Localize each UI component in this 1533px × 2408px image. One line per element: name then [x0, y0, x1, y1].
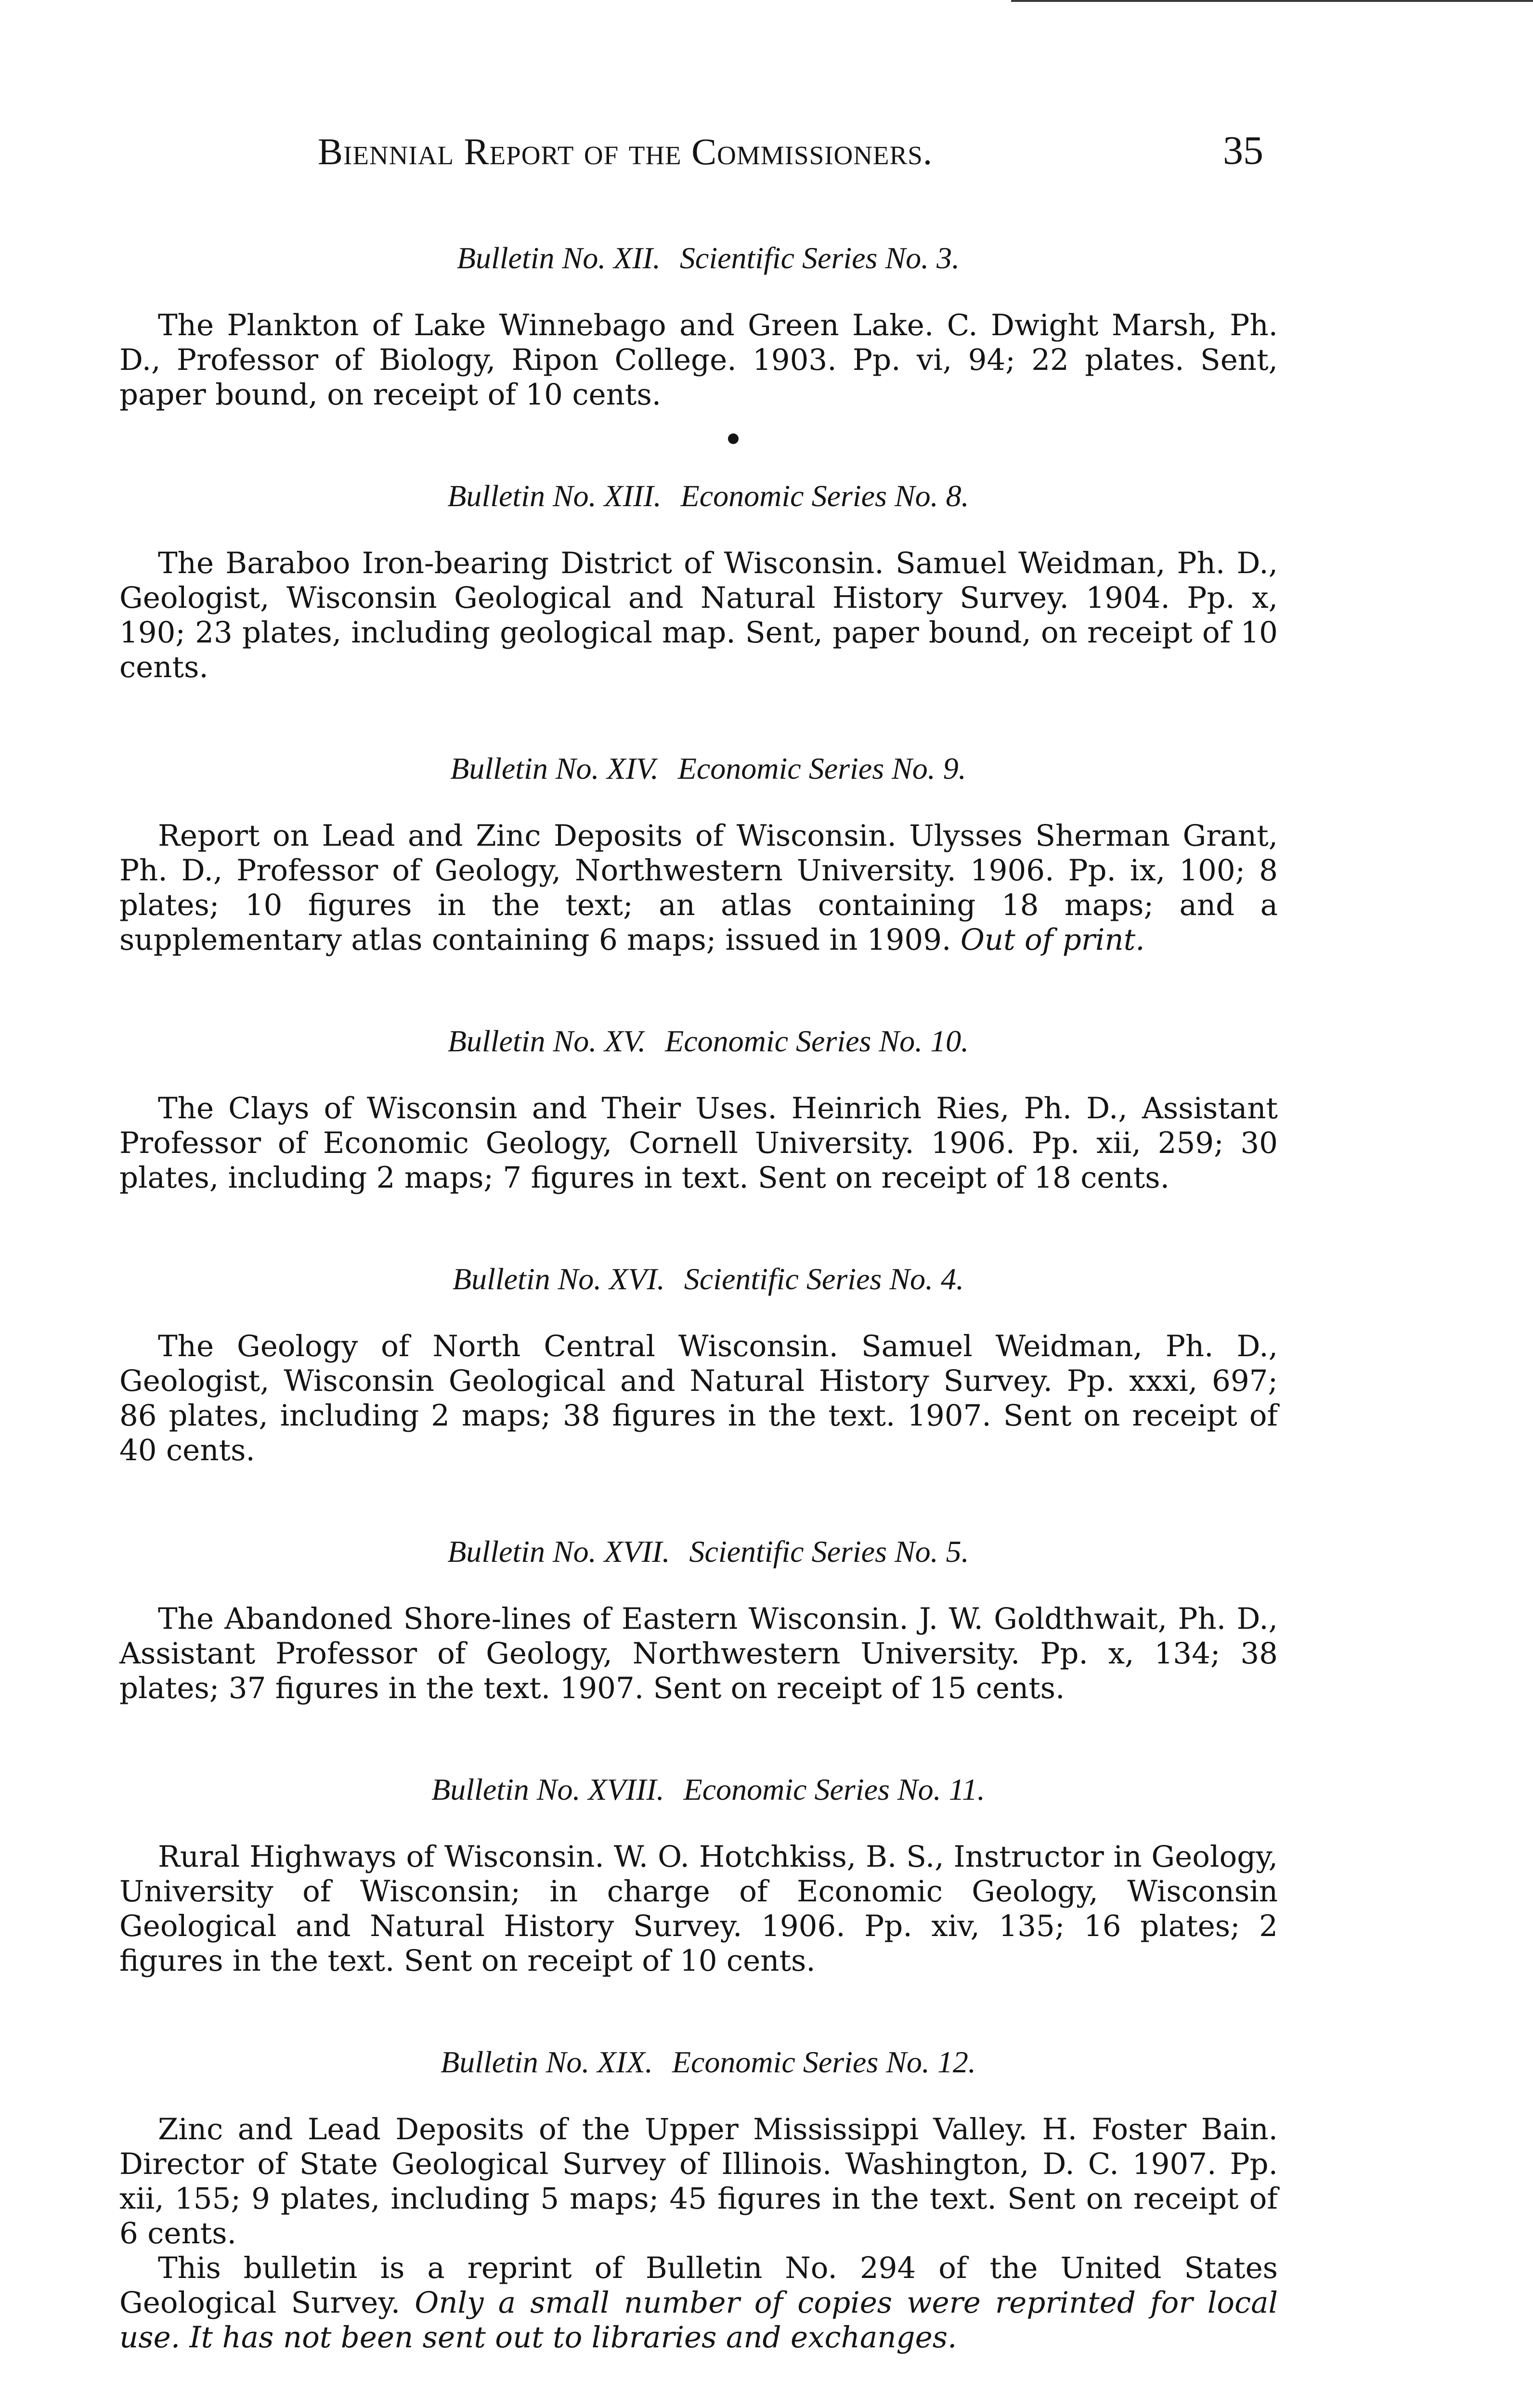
bulletin-description — [119, 2112, 1278, 2251]
bulletin-heading — [119, 751, 1278, 786]
bulletin-description — [119, 1091, 1278, 1195]
bulletin-description — [119, 1840, 1278, 1978]
bulletin-number: Bulletin No. XVI. — [452, 1262, 665, 1296]
bulletin-entry — [119, 1534, 1278, 1706]
bulletin-text: The Abandoned Shore-lines of Eastern Wisconsin. J. W. Goldthwait, Ph. D., Assistant Professor of Geology, Northwestern University. Pp. x, 134; 38 plates; 37 figures in the text. 1907. Sent on receipt of 15 cents. — [119, 1602, 1278, 1705]
bulletin-heading — [119, 1772, 1278, 1807]
bulletin-heading — [119, 479, 1278, 513]
bulletin-description — [119, 1602, 1278, 1706]
bulletin-entry — [119, 751, 1278, 957]
series-number: Economic Series No. 11. — [683, 1772, 985, 1806]
series-number: Economic Series No. 10. — [665, 1024, 969, 1058]
bulletin-text: Report on Lead and Zinc Deposits of Wisconsin. Ulysses Sherman Grant, Ph. D., Professor of Geology, Northwestern University. 1906. Pp. ix, 100; 8 plates; 10 figures in the text; an atlas containing 18 maps; and a supplementary atlas containing 6 maps; issued in 1909. — [119, 819, 1278, 957]
bulletin-heading — [119, 1534, 1278, 1569]
bulletin-heading — [119, 1024, 1278, 1059]
bulletin-number: Bulletin No. XV. — [447, 1024, 646, 1058]
bulletin-number: Bulletin No. XIX. — [441, 2045, 653, 2079]
bulletin-text: The Clays of Wisconsin and Their Uses. Heinrich Ries, Ph. D., Assistant Professor of Economic Geology, Cornell University. 1906. Pp. xii, 259; 30 plates, including 2 maps; 7 figures in text. Sent on receipt of 18 cents. — [119, 1091, 1278, 1195]
scan-edge-line — [1011, 0, 1533, 2]
series-number: Economic Series No. 8. — [680, 479, 969, 513]
bulletin-description — [119, 1329, 1278, 1468]
bulletin-text: The Plankton of Lake Winnebago and Green Lake. C. Dwight Marsh, Ph. D., Professor of Biology, Ripon College. 1903. Pp. vi, 94; 22 plates. Sent, paper bound, on receipt of 10 cents. — [119, 308, 1278, 412]
series-number: Scientific Series No. 3. — [679, 241, 960, 275]
series-number: Economic Series No. 12. — [672, 2045, 976, 2079]
bulletin-entry — [119, 1772, 1278, 1978]
bulletin-text: The Geology of North Central Wisconsin. Samuel Weidman, Ph. D., Geologist, Wisconsin Geological and Natural History Survey. Pp. xxxi, 697; 86 plates, including 2 maps; 38 figures in the text. 1907. Sent on receipt of 40 cents. — [119, 1329, 1278, 1467]
bulletin-number: Bulletin No. XIV. — [450, 751, 659, 785]
bulletin-number: Bulletin No. XIII. — [447, 479, 662, 513]
bulletin-entry — [119, 1262, 1278, 1468]
bulletin-number: Bulletin No. XVIII. — [431, 1772, 664, 1806]
bulletin-number: Bulletin No. XVII. — [447, 1534, 670, 1569]
series-number: Economic Series No. 9. — [677, 751, 966, 785]
series-number: Scientific Series No. 5. — [689, 1534, 969, 1569]
bulletin-number: Bulletin No. XII. — [456, 241, 661, 275]
bulletin-heading — [119, 2045, 1278, 2080]
out-of-print-note: Out of print. — [960, 923, 1145, 957]
bulletin-heading — [119, 1262, 1278, 1296]
bulletin-entry — [119, 241, 1278, 412]
bulletin-description — [119, 546, 1278, 685]
bulletin-description — [119, 308, 1278, 412]
bulletin-entry — [119, 2045, 1278, 2355]
series-number: Scientific Series No. 4. — [684, 1262, 964, 1296]
running-header: Biennial Report of the Commissioners. — [318, 131, 933, 172]
reprint-note-italic: Only a small number of copies were reprinted for local use. It has not been sent out to libraries and exchanges. — [119, 2286, 1278, 2355]
bulletin-text: The Baraboo Iron-bearing District of Wisconsin. Samuel Weidman, Ph. D., Geologist, Wisconsin Geological and Natural History Survey. 1904. Pp. x, 190; 23 plates, including geological map. Sent, paper bound, on receipt of 10 cents. — [119, 546, 1278, 684]
bulletin-entry — [119, 479, 1278, 685]
bulletin-entry — [119, 1024, 1278, 1195]
bulletin-heading — [119, 241, 1278, 275]
reprint-note-text: This bulletin is a reprint of Bulletin No. 294 of the United States Geological Survey. — [119, 2251, 1278, 2320]
page-number: 35 — [1223, 128, 1263, 173]
bulletin-list — [119, 241, 1278, 2355]
bulletin-text: Zinc and Lead Deposits of the Upper Mississippi Valley. H. Foster Bain. Director of State Geological Survey of Illinois. Washington, D. C. 1907. Pp. xii, 155; 9 plates, including 5 maps; 45 figures in the text. Sent on receipt of 6 cents. — [119, 2112, 1278, 2251]
bulletin-text: Rural Highways of Wisconsin. W. O. Hotchkiss, B. S., Instructor in Geology, University of Wisconsin; in charge of Economic Geology, Wisconsin Geological and Natural History Survey. 1906. Pp. xiv, 135; 16 plates; 2 figures in the text. Sent on receipt of 10 cents. — [119, 1840, 1278, 1978]
reprint-note — [119, 2251, 1278, 2355]
bulletin-description — [119, 819, 1278, 957]
